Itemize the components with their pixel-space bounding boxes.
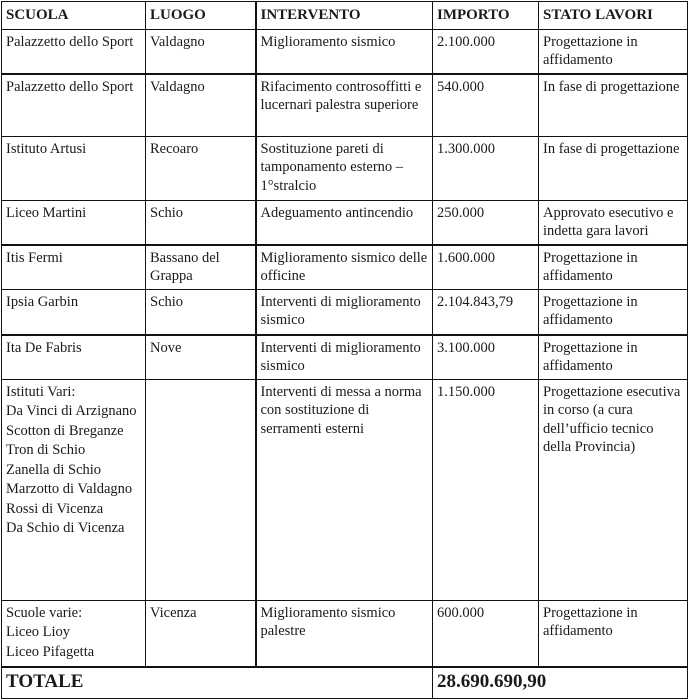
school-group-title: Scuole varie: xyxy=(6,604,83,621)
place-cell: Recoaro xyxy=(146,136,256,200)
intervention-cell: Sostituzione pareti di tamponamento esterno – 1°stralcio xyxy=(256,136,433,200)
amount-cell: 2.100.000 xyxy=(433,29,539,74)
table-row xyxy=(2,600,688,667)
school-cell xyxy=(2,335,146,380)
school-name: Liceo Lioy xyxy=(6,624,71,640)
header-intervention: INTERVENTO xyxy=(256,2,433,30)
school-name: Marzotto di Valdagno xyxy=(6,481,133,497)
header-school: SCUOLA xyxy=(2,2,146,30)
status-cell: Approvato esecutivo e indetta gara lavori xyxy=(539,200,688,245)
intervention-cell: Interventi di miglioramento sismico xyxy=(256,289,433,335)
table-row xyxy=(2,289,688,335)
place-cell: Nove xyxy=(146,335,256,380)
amount-cell: 600.000 xyxy=(433,600,539,667)
school-cell xyxy=(2,136,146,200)
header-row xyxy=(2,2,688,30)
table-row xyxy=(2,335,688,380)
school-cell xyxy=(2,289,146,335)
status-cell: Progettazione in affidamento xyxy=(539,245,688,290)
intervention-cell: Miglioramento sismico xyxy=(256,29,433,74)
intervention-cell: Miglioramento sismico delle officine xyxy=(256,245,433,290)
school-name: Zanella di Schio xyxy=(6,461,102,478)
status-cell: Progettazione in affidamento xyxy=(539,289,688,335)
header-place: LUOGO xyxy=(146,2,256,30)
amount-cell: 3.100.000 xyxy=(433,335,539,380)
status-cell: In fase di progettazione xyxy=(539,74,688,137)
total-row xyxy=(2,667,688,699)
intervention-cell: Miglioramento sismico palestre xyxy=(256,600,433,667)
status-cell: Progettazione in affidamento xyxy=(539,335,688,380)
school-group-title: Istituti Vari: xyxy=(6,383,76,400)
header-amount: IMPORTO xyxy=(433,2,539,30)
status-cell: Progettazione esecutiva in corso (a cura dell’ufficio tecnico della Provincia) xyxy=(539,379,688,600)
school-cell xyxy=(2,74,146,137)
school-name: Rossi di Vicenza xyxy=(6,500,104,517)
amount-cell: 540.000 xyxy=(433,74,539,137)
school-cell xyxy=(2,29,146,74)
total-value: 28.690.690,90 xyxy=(433,667,688,699)
table-row xyxy=(2,245,688,290)
intervention-cell: Interventi di messa a norma con sostituzione di serramenti esterni xyxy=(256,379,433,600)
school-name: Tron di Schio xyxy=(6,442,86,458)
school-cell xyxy=(2,379,146,600)
intervention-cell: Interventi di miglioramento sismico xyxy=(256,335,433,380)
public-works-table xyxy=(1,1,688,699)
total-label: TOTALE xyxy=(2,667,433,699)
school-name: Istituto Artusi xyxy=(6,140,87,157)
table-row xyxy=(2,136,688,200)
amount-cell: 2.104.843,79 xyxy=(433,289,539,335)
amount-cell: 250.000 xyxy=(433,200,539,245)
school-cell xyxy=(2,245,146,290)
table-row xyxy=(2,379,688,600)
school-name: Da Schio di Vicenza xyxy=(6,520,125,536)
place-cell: Schio xyxy=(146,289,256,335)
amount-cell: 1.600.000 xyxy=(433,245,539,290)
table-row xyxy=(2,74,688,137)
school-name: Liceo Pifagetta xyxy=(6,643,95,660)
school-name: Scotton di Breganze xyxy=(6,422,124,439)
amount-cell: 1.150.000 xyxy=(433,379,539,600)
status-cell: Progettazione in affidamento xyxy=(539,600,688,667)
place-cell: Valdagno xyxy=(146,74,256,137)
school-name: Ita De Fabris xyxy=(6,339,82,356)
status-cell: In fase di progettazione xyxy=(539,136,688,200)
place-cell: Valdagno xyxy=(146,29,256,74)
school-cell xyxy=(2,200,146,245)
place-cell: Schio xyxy=(146,200,256,245)
school-name: Palazzetto dello Sport xyxy=(6,78,134,95)
school-name: Da Vinci di Arzignano xyxy=(6,403,137,419)
school-name: Palazzetto dello Sport xyxy=(6,33,134,50)
school-name: Ipsia Garbin xyxy=(6,293,79,310)
status-cell: Progettazione in affidamento xyxy=(539,29,688,74)
table-row xyxy=(2,200,688,245)
amount-cell: 1.300.000 xyxy=(433,136,539,200)
table-row xyxy=(2,29,688,74)
intervention-cell: Rifacimento controsoffitti e lucernari palestra superiore xyxy=(256,74,433,137)
place-cell: Bassano del Grappa xyxy=(146,245,256,290)
place-cell: Vicenza xyxy=(146,600,256,667)
school-name: Itis Fermi xyxy=(6,249,63,266)
header-status: STATO LAVORI xyxy=(539,2,688,30)
school-cell xyxy=(2,600,146,667)
intervention-cell: Adeguamento antincendio xyxy=(256,200,433,245)
place-cell xyxy=(146,379,256,600)
school-name: Liceo Martini xyxy=(6,204,87,221)
